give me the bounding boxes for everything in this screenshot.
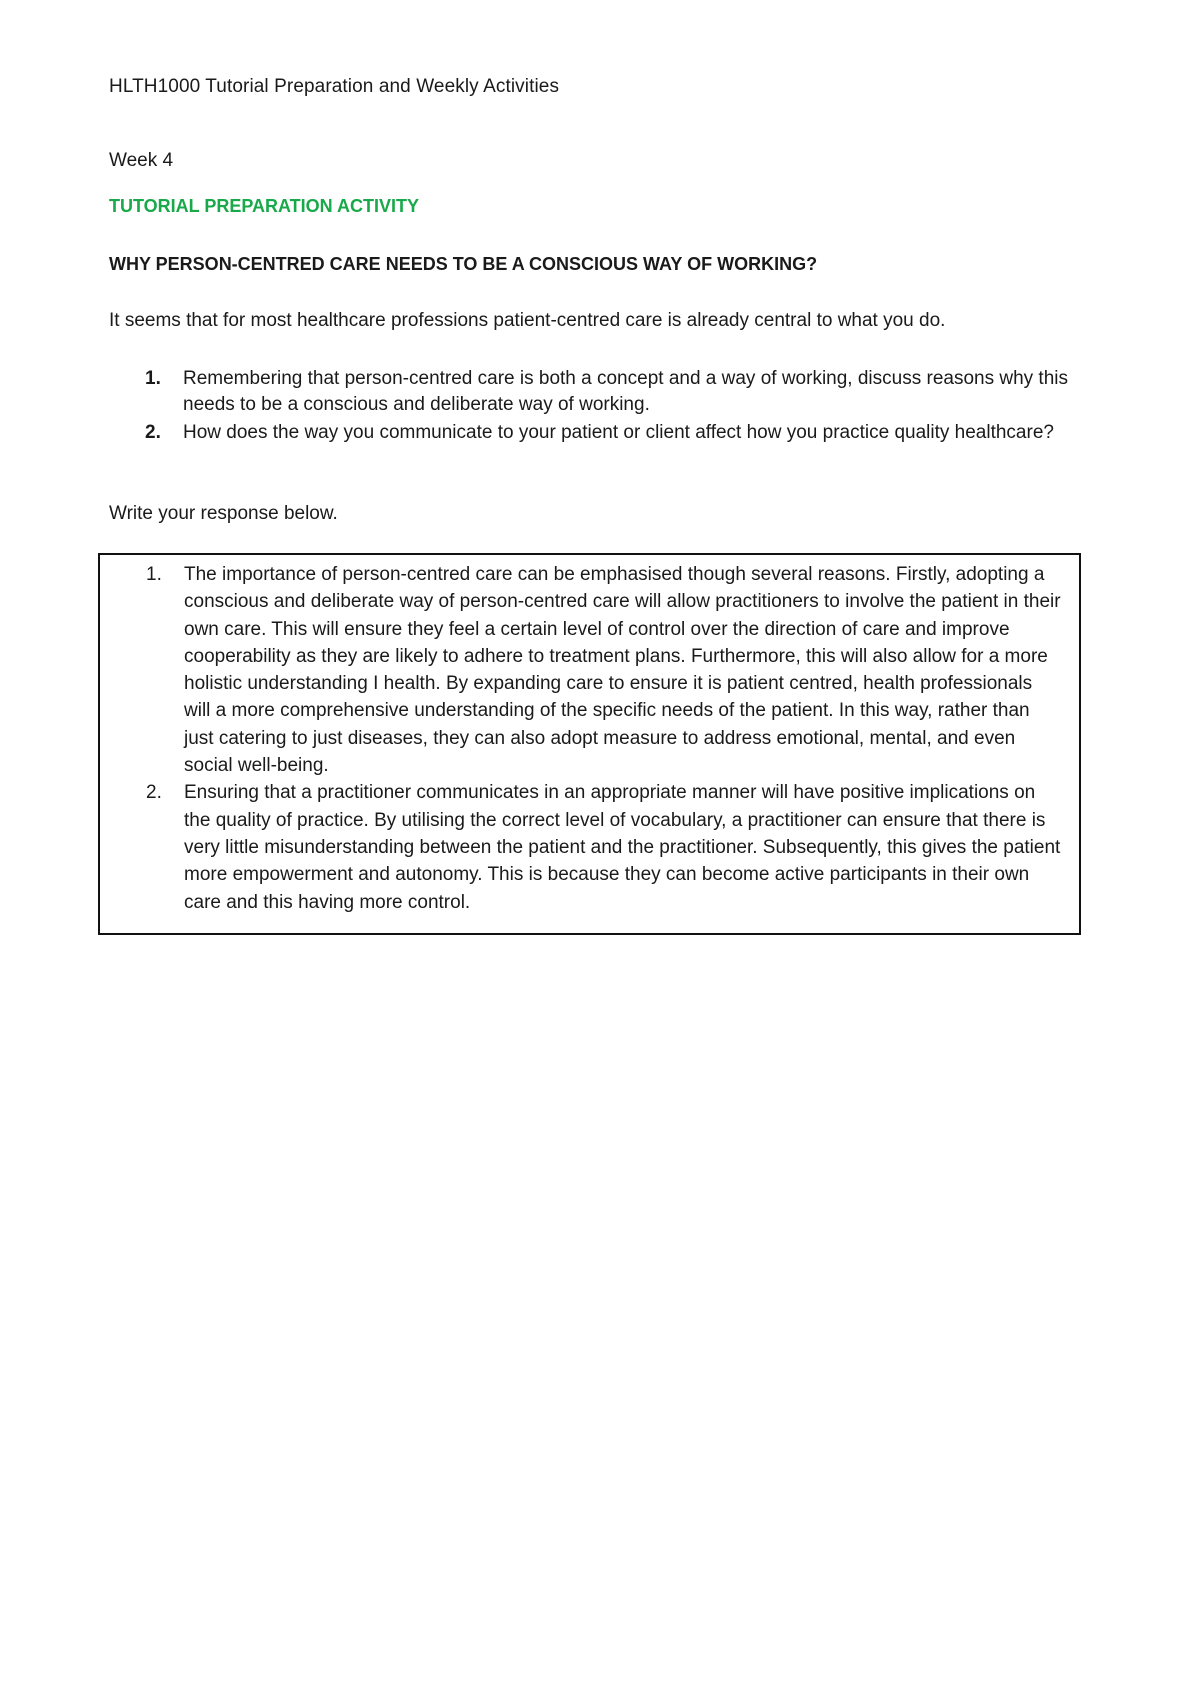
question-item <box>109 366 1109 418</box>
response-box <box>98 553 1081 935</box>
response-item <box>100 779 1079 915</box>
response-text: The importance of person-centred care can be emphasised though several reasons. Firstly, adopting a conscious and deliberate way of person-centred care will allow practitioners to involve the patient in their own care. This will ensure they feel a certain level of control over the direction of care and improve cooperability as they are likely to adhere to treatment plans. Furthermore, this will also allow for a more holistic understanding I health. By expanding care to ensure it is patient centred, health professionals will a more comprehensive understanding of the specific needs of the patient. In this way, rather than just catering to just diseases, they can also adopt measure to address emotional, mental, and even social well-being. <box>184 564 1061 777</box>
response-text: Ensuring that a practitioner communicates in an appropriate manner will have positive implications on the quality of practice. By utilising the correct level of vocabulary, a practitioner can ensure that there is very little misunderstanding between the patient and the practitioner. Subsequently, this gives the patient more empowerment and autonomy. This is because they can become active participants in their own care and this having more control. <box>184 782 1061 913</box>
question-item <box>109 420 1109 446</box>
response-prompt: Write your response below. <box>109 503 338 524</box>
document-header: HLTH1000 Tutorial Preparation and Weekly Activities <box>109 76 560 97</box>
response-list <box>100 561 1079 916</box>
response-item <box>100 561 1079 779</box>
week-label: Week 4 <box>109 150 174 171</box>
question-heading: WHY PERSON-CENTRED CARE NEEDS TO BE A CONSCIOUS WAY OF WORKING? <box>109 254 818 274</box>
response-number: 1. <box>146 564 162 585</box>
question-text: Remembering that person-centred care is both a concept and a way of working, discuss reasons why this needs to be a conscious and deliberate way of working. <box>183 368 1069 415</box>
section-heading: TUTORIAL PREPARATION ACTIVITY <box>109 196 420 216</box>
response-number: 2. <box>146 782 162 804</box>
question-number: 1. <box>145 368 161 389</box>
intro-text: It seems that for most healthcare professions patient-centred care is already central to what you do. <box>109 310 946 331</box>
question-text: How does the way you communicate to your patient or client affect how you practice quality healthcare? <box>183 422 1054 443</box>
question-number: 2. <box>145 422 161 443</box>
question-list <box>109 366 1109 448</box>
